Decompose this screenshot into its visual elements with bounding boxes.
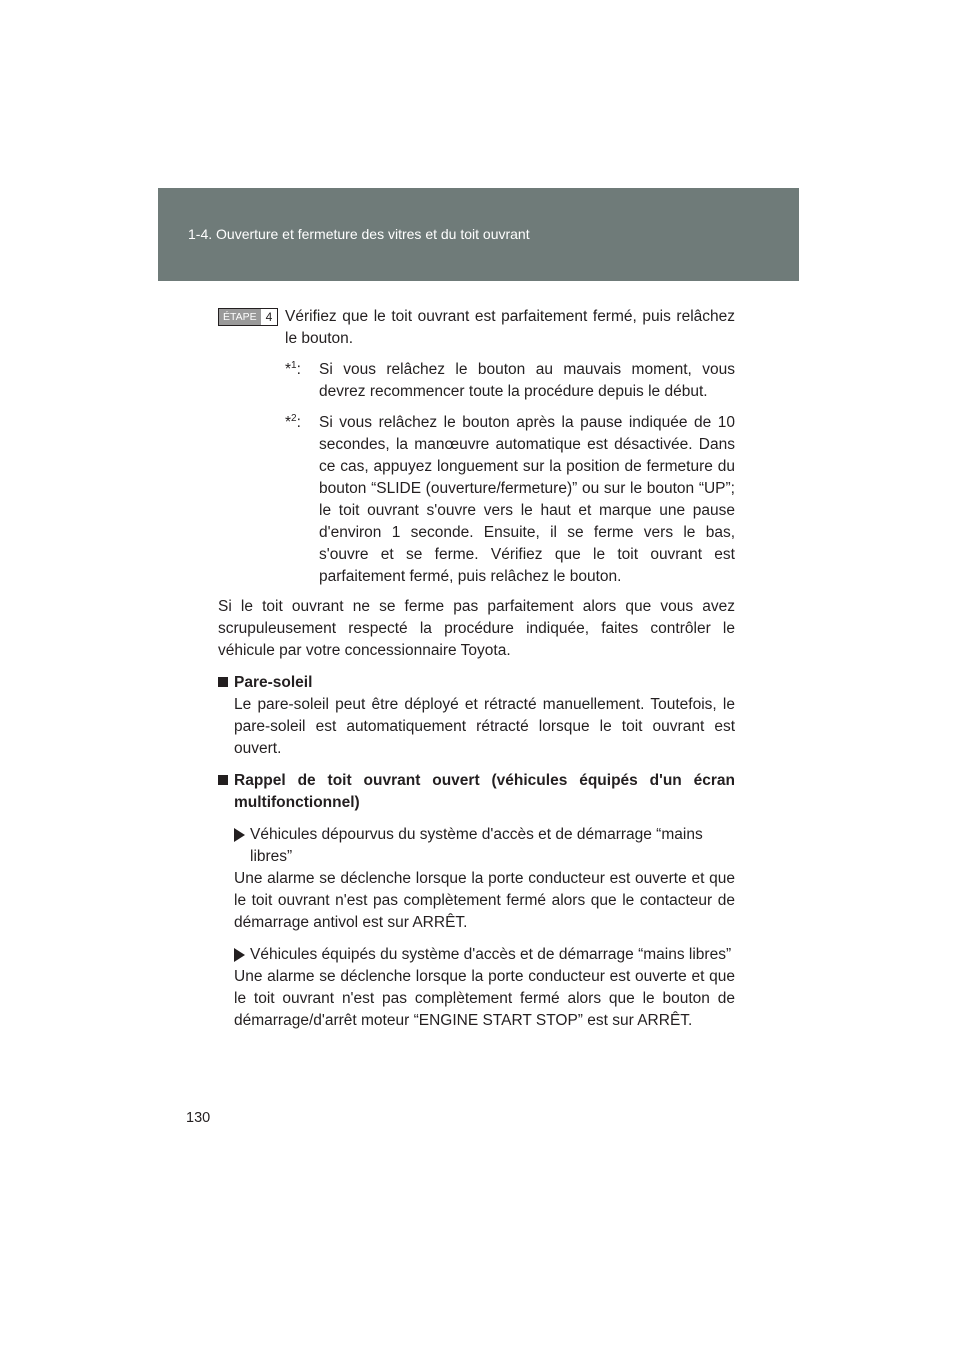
triangle-right-icon xyxy=(234,948,245,962)
page-content xyxy=(218,306,735,1032)
section-body-sunshade: Le pare-soleil peut être déployé et rétracté manuellement. Toutefois, le pare-soleil est automatiquement rétracté lorsque le toit ouvrant est ouvert. xyxy=(234,696,735,757)
step-4 xyxy=(218,306,735,350)
subsection-heading: Véhicules dépourvus du système d'accès et de démarrage “mains libres” xyxy=(218,824,735,868)
subsection-heading: Véhicules équipés du système d'accès et de démarrage “mains libres” xyxy=(218,944,735,966)
footnote-mark: *$^2$: xyxy=(285,413,301,431)
section-title: 1-4. Ouverture et fermeture des vitres et du toit ouvrant xyxy=(188,226,530,242)
square-bullet-icon xyxy=(218,775,228,785)
footnote-text: Si vous relâchez le bouton après la pause indiquée de 10 secondes, la manœuvre automatique est désactivée. Dans ce cas, appuyez longuement sur la position de fermeture du bouton “SLIDE (ouverture/fermeture)” ou sur le bouton “UP”; le toit ouvrant s'ouvre vers le haut et marque une pause d'environ 1 seconde. Ensuite, il se ferme vers le bas, s'ouvre et se ferme. Vérifiez que le toit ouvrant est parfaitement fermé, puis relâchez le bouton. xyxy=(319,414,735,585)
subsection-body: Une alarme se déclenche lorsque la porte conducteur est ouverte et que le toit ouvrant n'est pas complètement fermé alors que le bouton de démarrage/d'arrêt moteur “ENGINE START STOP” est sur ARRÊT. xyxy=(234,968,735,1029)
step-text: Vérifiez que le toit ouvrant est parfaitement fermé, puis relâchez le bouton. xyxy=(285,308,735,347)
footnote-1 xyxy=(218,359,735,403)
triangle-right-icon xyxy=(234,828,245,842)
section-heading-reminder: Rappel de toit ouvrant ouvert (véhicules équipés d'un écran multifonctionnel) xyxy=(218,770,735,814)
step-badge xyxy=(218,308,278,326)
square-bullet-icon xyxy=(218,677,228,687)
step-badge-label: ÉTAPE xyxy=(219,309,261,325)
footnote-mark: *$^1$: xyxy=(285,360,301,378)
footnote-2 xyxy=(218,412,735,588)
footnote-text: Si vous relâchez le bouton au mauvais moment, vous devrez recommencer toute la procédure depuis le début. xyxy=(319,361,735,400)
section-header-band xyxy=(158,188,799,281)
subsection-body: Une alarme se déclenche lorsque la porte conducteur est ouverte et que le toit ouvrant n'est pas complètement fermé alors que le contacteur de démarrage antivol est sur ARRÊT. xyxy=(234,870,735,931)
section-heading-sunshade: Pare-soleil xyxy=(218,672,735,694)
page-number: 130 xyxy=(186,1110,211,1126)
paragraph-dealer-check: Si le toit ouvrant ne se ferme pas parfaitement alors que vous avez scrupuleusement respecté la procédure indiquée, faites contrôler le véhicule par votre concessionnaire Toyota. xyxy=(218,598,735,659)
step-badge-number: 4 xyxy=(261,309,278,325)
